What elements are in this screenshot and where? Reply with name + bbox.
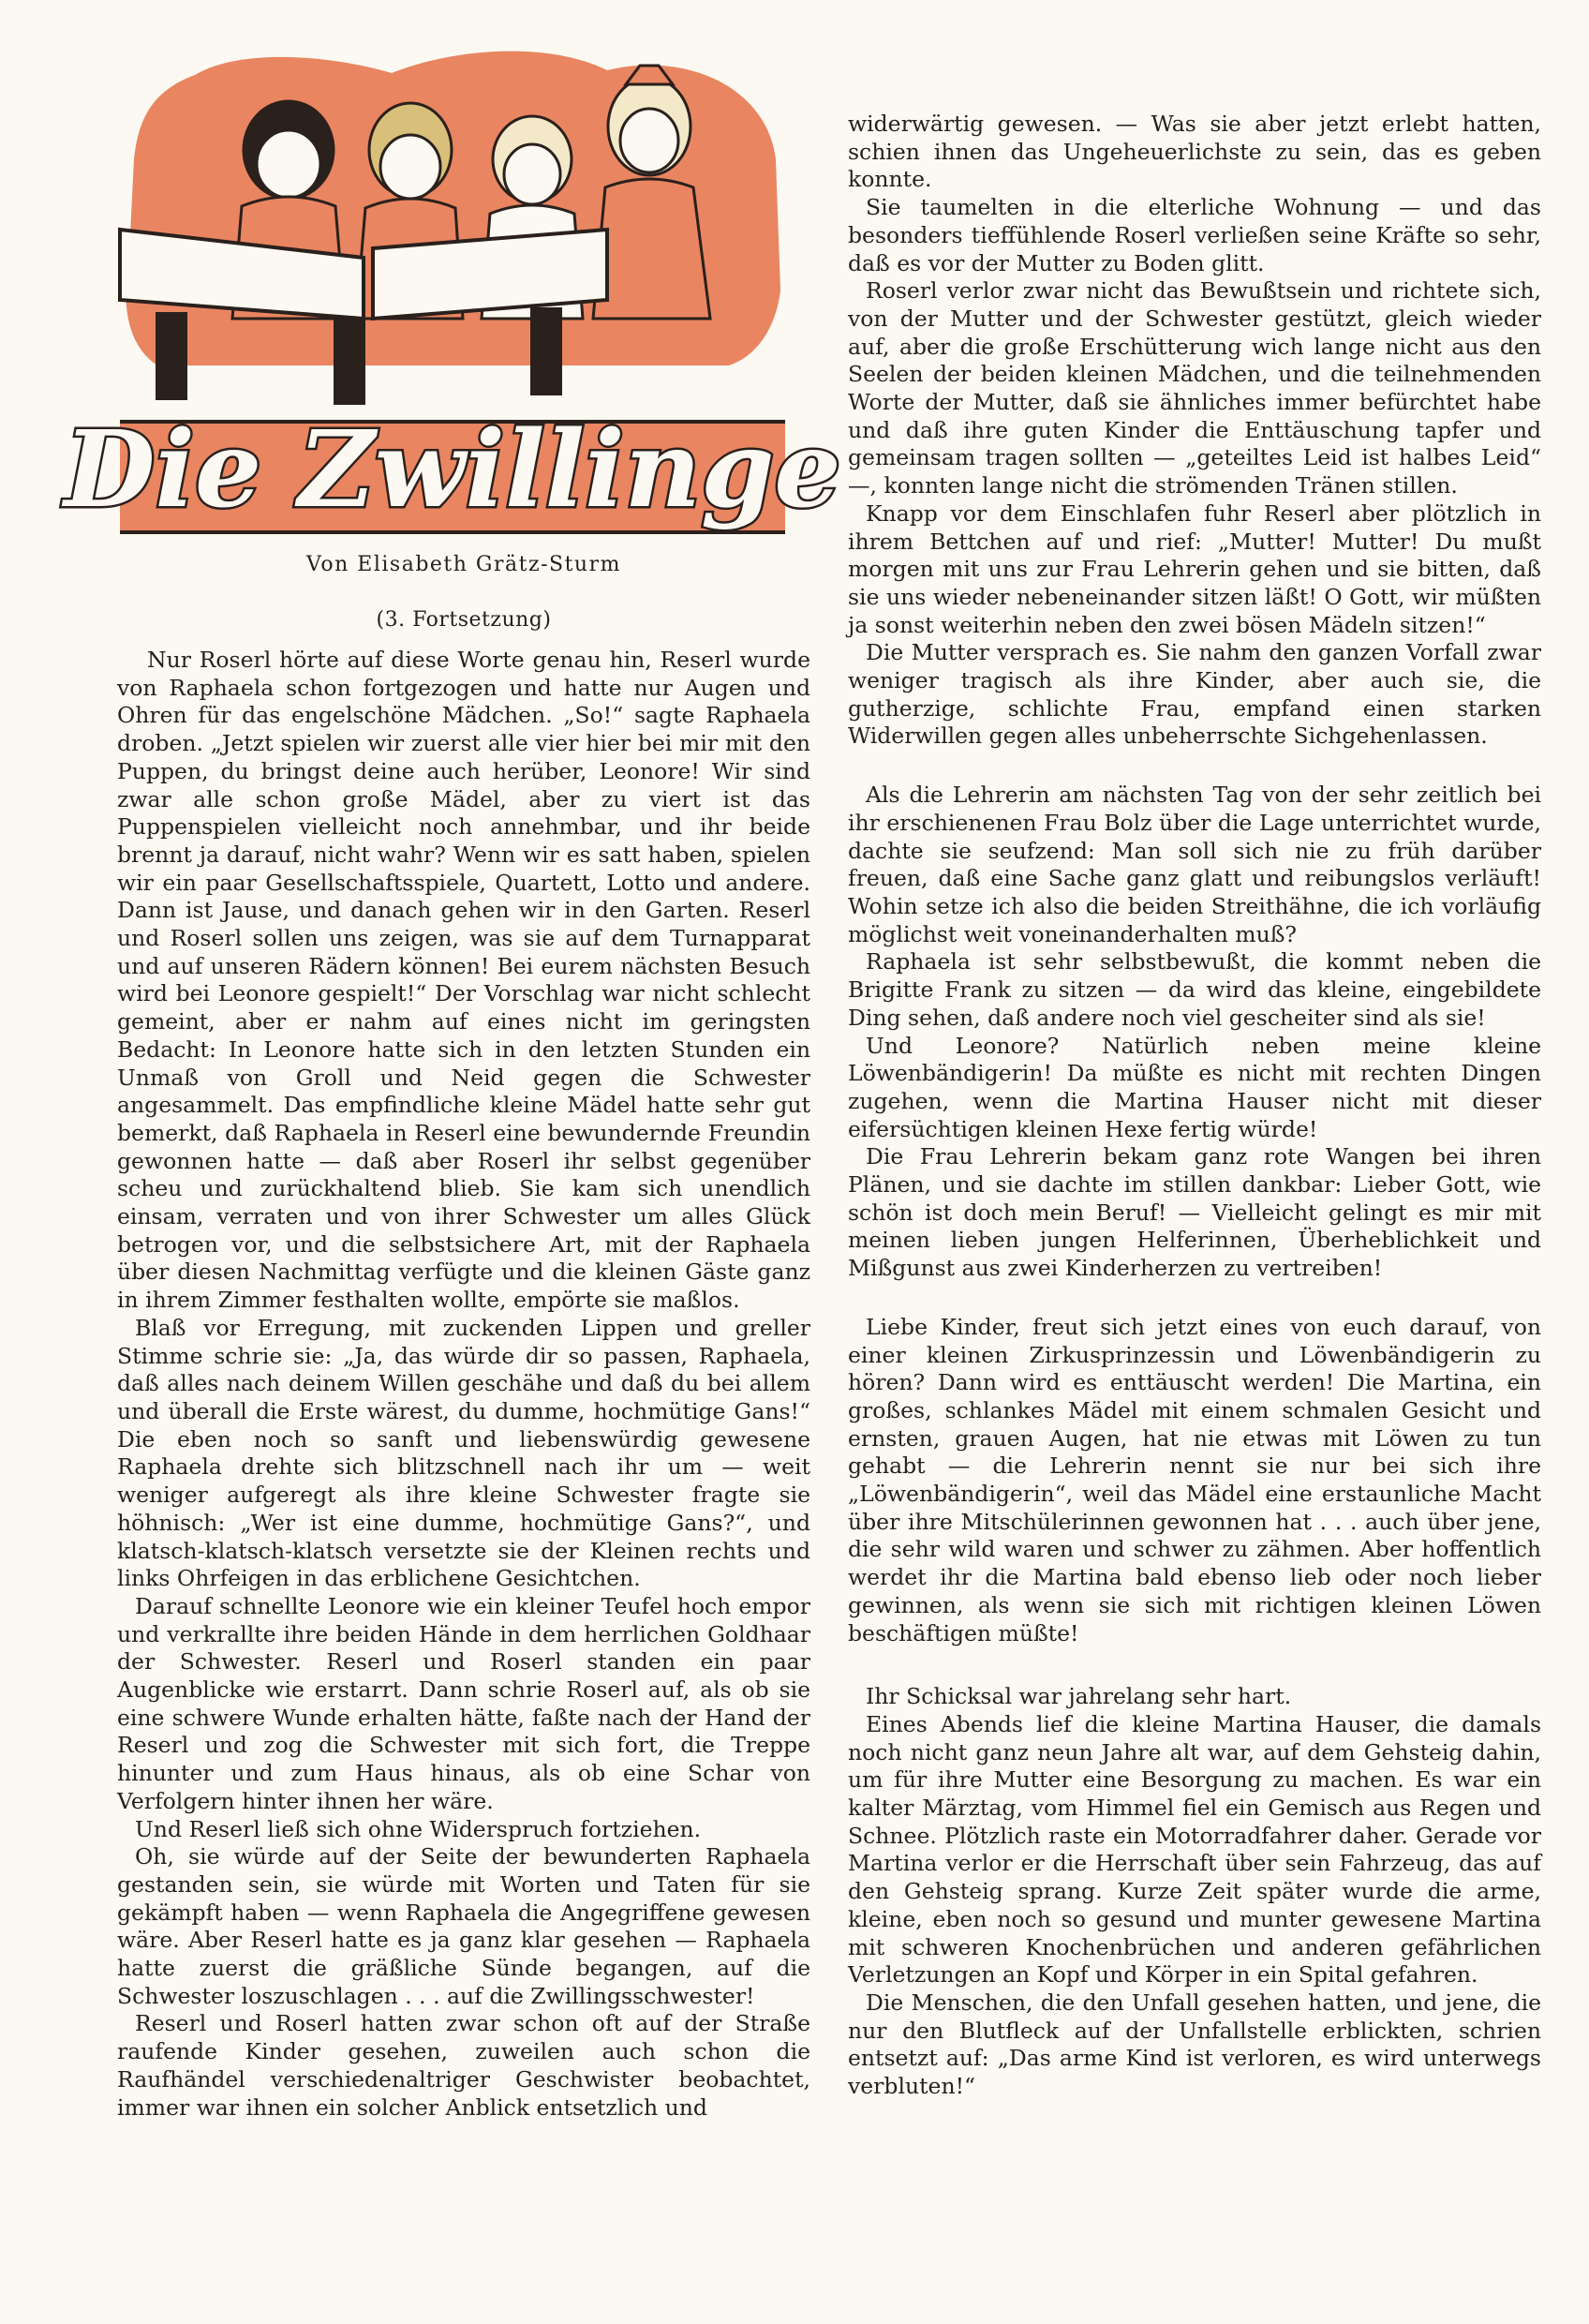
paragraph: Und Reserl ließ sich ohne Widerspruch fortziehen. (135, 1815, 702, 1842)
paragraph: Als die Lehrerin am nächsten Tag von der sehr zeitlich bei ihr erschienenen Frau Bolz über die Lage unterrichtet wurde, dachte sie seufzend: Man soll sich nie zu früh darüber freuen, daß eine Sache ganz glatt und reibungslos verläuft! Wohin setze ich also die beiden Streithähne, die ich vorläufig möglichst weit voneinanderhalten muß? (848, 782, 1541, 947)
paragraph: Die Mutter versprach es. Sie nahm den ganzen Vorfall zwar weniger tragisch als ihre Kinder, aber auch sie, die gutherzige, schlichte Frau, empfand einen starken Widerwillen gegen alles unbeherrschte Sichgehenlassen. (848, 639, 1541, 750)
paragraph: Blaß vor Erregung, mit zuckenden Lippen und greller Stimme schrie sie: „Ja, das würde dir so passen, Raphaela, daß alles nach deinem Willen geschähe und daß du bei allem und überall die Erste wärest, du dumme, hochmütige Gans!“ Die eben noch so sanft und liebenswürdig gewesene Raphaela drehte sich blitzschnell nach ihr um — weit weniger aufgeregt als ihre kleine Schwester fragte sie höhnisch: „Wer ist eine dumme, hochmütige Gans?“, und klatsch-klatsch-klatsch versetzte sie der Kleinen rechts und links Ohrfeigen in das erblichene Gesichtchen. (117, 1314, 810, 1592)
paragraph: Roserl verlor zwar nicht das Bewußtsein und richtete sich, von der Mutter und der Schwester gestützt, gleich wieder auf, aber die große Erschütterung wich lange nicht aus den Seelen der beiden kleinen Mädchen, und die teilnehmenden Worte der Mutter, daß sie ähnliches immer befürchtet habe und daß ihre guten Kinder die Enttäuschung tapfer und gemeinsam tragen sollten — „geteiltes Leid ist halbes Leid“ —, konnten lange nicht die strömenden Tränen stillen. (848, 277, 1541, 499)
paragraph: Die Frau Lehrerin bekam ganz rote Wangen bei ihren Plänen, und sie dachte im stillen dankbar: Lieber Gott, wie schön ist doch mein Beruf! — Vielleicht gelingt es mir mit meinen lieben jungen Helferinnen, Überheblichkeit und Mißgunst aus zwei Kinderherzen zu vertreiben! (848, 1143, 1541, 1282)
paragraph: Raphaela ist sehr selbstbewußt, die kommt neben die Brigitte Frank zu sitzen — da wird das kleine, eingebildete Ding sehen, daß andere noch viel gescheiter sind als sie! (848, 948, 1541, 1031)
installment-label: (3. Fortsetzung) (376, 608, 552, 632)
paragraph: Reserl und Roserl hatten zwar schon oft auf der Straße raufende Kinder gesehen, zuweilen auch schon die Raufhändel verschiedenaltriger Geschwister beobachtet, immer war ihnen ein solcher Anblick entsetzlich und (117, 2010, 810, 2121)
paragraph: Und Leonore? Natürlich neben meine kleine Löwenbändigerin! Da müßte es nicht mit rechten Dingen zugehen, wenn die Martina Hauser nicht mit dieser eifersüchtigen kleinen Hexe fertig würde! (848, 1032, 1541, 1142)
left-column (117, 647, 810, 2122)
title-lettering: Die Zwillinge (64, 409, 841, 531)
paragraph: widerwärtig gewesen. — Was sie aber jetzt erlebt hatten, schien ihnen das Ungeheuerlichste zu sein, das es geben konnte. (848, 111, 1541, 193)
paragraph: Knapp vor dem Einschlafen fuhr Reserl aber plötzlich in ihrem Bettchen auf und rief: „Mutter! Mutter! Du mußt morgen mit uns zur Frau Lehrerin gehen und sie bitten, daß sie uns wieder nebeneinander sitzen läßt! O Gott, wir müßten ja sonst weiterhin neben den zwei bösen Mädeln sitzen!“ (848, 499, 1541, 638)
byline: Von Elisabeth Grätz-Sturm (306, 553, 621, 576)
paragraph: Liebe Kinder, freut sich jetzt eines von euch darauf, von einer kleinen Zirkusprinzessin und Löwenbändigerin zu hören? Dann wird es enttäuscht werden! Die Martina, ein großes, schlankes Mädel mit einem schmalen Gesicht und ernsten, grauen Augen, hat nie etwas mit Löwen zu tun gehabt — die Lehrerin nennt sie nur bei sich ihre „Löwenbändigerin“, weil das Mädel eine erstaunliche Macht über ihre Mitschülerinnen gewonnen hat . . . auch über jene, die sehr wild waren und schwer zu zähmen. Aber hoffentlich werdet ihr die Martina bald ebenso lieb oder noch lieber gewinnen, als wenn sie sich mit richtigen kleinen Löwen beschäftigen müßte! (848, 1313, 1541, 1646)
paragraph: Die Menschen, die den Unfall gesehen hatten, und jene, die nur den Blutfleck auf der Unfallstelle erblickten, schrien entsetzt auf: „Das arme Kind ist verloren, es wird unterwegs verbluten!“ (848, 1989, 1541, 2100)
paragraph: Eines Abends lief die kleine Martina Hauser, die damals noch nicht ganz neun Jahre alt war, auf dem Gehsteig dahin, um für ihre Mutter eine Besorgung zu machen. Es war ein kalter Märztag, vom Himmel fiel ein Gemisch aus Regen und Schnee. Plötzlich raste ein Motorradfahrer daher. Gerade vor Martina verlor er die Herrschaft über sein Fahrzeug, das auf den Gehsteig sprang. Kurze Zeit später wurde die arme, kleine, eben noch so gesund und munter gewesene Martina mit schweren Knochenbrüchen und anderen gefährlichen Verletzungen an Kopf und Körper in ein Spital gefahren. (848, 1710, 1541, 1989)
paragraph: Darauf schnellte Leonore wie ein kleiner Teufel hoch empor und verkrallte ihre beiden Hände in dem herrlichen Goldhaar der Schwester. Reserl und Roserl standen ein paar Augenblicke wie erstarrt. Dann schrie Roserl auf, als ob sie eine schwere Wunde erhalten hätte, faßte nach der Hand der Reserl und zog die Schwester mit sich fort, die Treppe hinunter und zum Haus hinaus, als ob eine Schar von Verfolgern hinter ihnen her wäre. (117, 1592, 810, 1814)
paragraph: Nur Roserl hörte auf diese Worte genau hin, Reserl wurde von Raphaela schon fortgezogen und hatte nur Augen und Ohren für das engelschöne Mädchen. „So!“ sagte Raphaela droben. „Jetzt spielen wir zuerst alle vier hier bei mir mit den Puppen, du bringst deine auch herüber, Leonore! Wir sind zwar alle schon große Mädel, aber zu viert ist das Puppenspielen vielleicht noch annehmbar, und ihr beide brennt ja darauf, nicht wahr? Wenn wir es satt haben, spielen wir ein paar Gesellschaftsspiele, Quartett, Lotto und andere. Dann ist Jause, und danach gehen wir in den Garten. Reserl und Roserl sollen uns zeigen, was sie auf dem Turnapparat und auf unseren Rädern können! Bei eurem nächsten Besuch wird bei Leonore gespielt!“ Der Vorschlag war nicht schlecht gemeint, aber er nahm auf eines nicht im geringsten Bedacht: In Leonore hatte sich in den letzten Stunden ein Unmaß von Groll und Neid gegen die Schwester angesammelt. Das empfindliche kleine Mädel hatte sehr gut bemerkt, daß Raphaela in Reserl eine bewundernde Freundin gewonnen hatte — daß aber Roserl ihr selbst gegenüber scheu und zurückhaltend blieb. Sie kam sich unendlich einsam, verraten und von ihrer Schwester um alles Glück betrogen vor, und die selbstsichere Art, mit der Raphaela über diesen Nachmittag verfügte und die kleinen Gäste ganz in ihrem Zimmer festhalten wollte, empörte sie maßlos. (117, 647, 810, 1314)
right-column (848, 111, 1541, 2101)
paragraph: Oh, sie würde auf der Seite der bewunderten Raphaela gestanden sein, sie würde mit Worten und Taten für sie gekämpft haben — wenn Raphaela die Angegriffene gewesen wäre. Aber Reserl hatte es ja ganz klar gesehen — Raphaela hatte zuerst die gräßliche Sünde begangen, auf die Schwester loszuschlagen . . . auf die Zwillingsschwester! (117, 1843, 810, 2009)
paragraph: Sie taumelten in die elterliche Wohnung — und das besonders tieffühlende Roserl verließen seine Kräfte so sehr, daß es vor der Mutter zu Boden glitt. (848, 194, 1541, 276)
paragraph: Ihr Schicksal war jahrelang sehr hart. (866, 1683, 1292, 1710)
header-illustration (64, 47, 841, 534)
